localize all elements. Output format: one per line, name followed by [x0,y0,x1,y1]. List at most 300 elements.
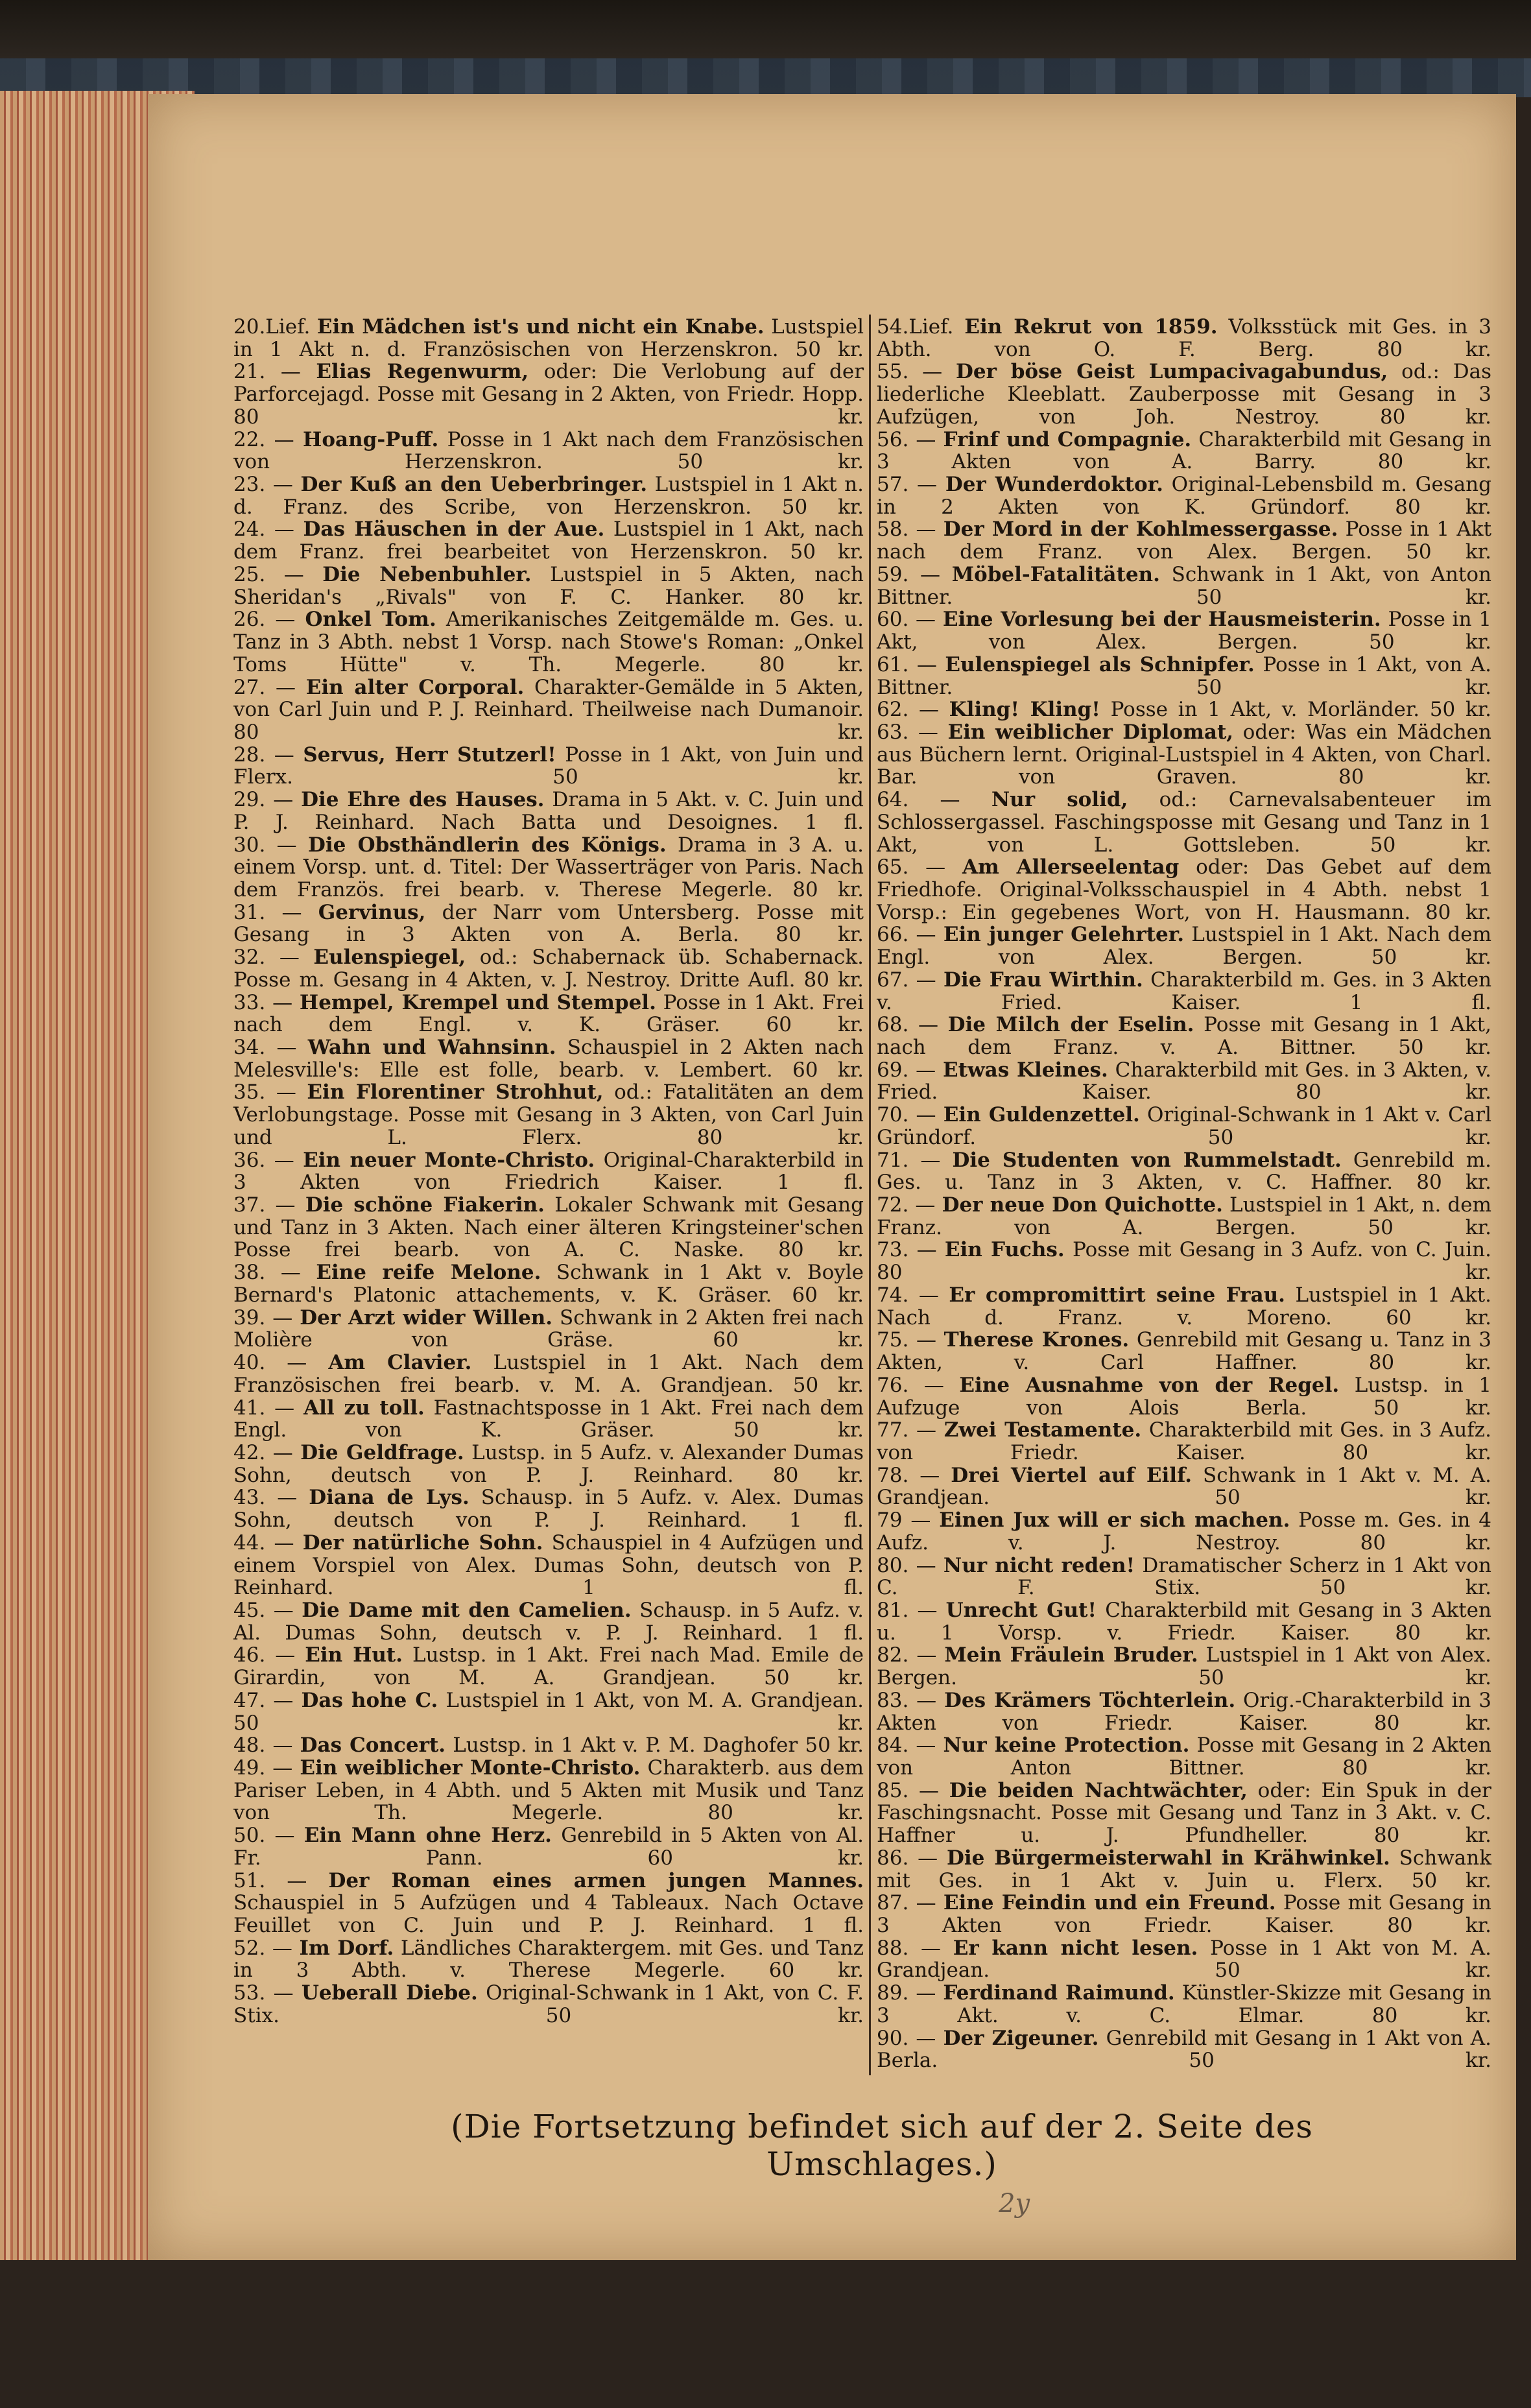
entry-price: 50 kr. [1368,1215,1491,1239]
entry-price: 80 kr. [696,1125,864,1149]
entry-price: 50 kr. [1196,675,1492,699]
entry-description: Dramatischer Scherz in 1 Akt von C. F. Stix. [877,1553,1492,1600]
entry-price: 1 fl. [805,810,864,834]
entry-description: Posse in 1 Akt nach dem Französischen von Herzenskron. [233,427,864,474]
entry-number: 70. — [877,1103,936,1127]
catalog-entry [233,473,864,518]
catalog-entry [233,316,864,361]
entry-description: oder: Das Gebet auf dem Friedhofe. Original-Volksschauspiel in 4 Abth. nebst 1 Vorsp.: Ein gegebenes Wort, von H. Hausmann. [877,855,1491,924]
catalog-entry [877,1059,1491,1104]
catalog-entry [877,654,1491,698]
entry-number: 31. — [233,900,302,924]
catalog-entry [877,856,1491,924]
entry-price: 80 kr. [707,1801,864,1825]
entry-price: 50 kr. [233,1711,864,1735]
entry-description: Lustspiel in 1 Akt von Alex. Bergen. [877,1643,1491,1690]
entry-title: Einen Jux will er sich machen. [939,1508,1290,1532]
entry-description: Schwank in 2 Akten frei nach Molière von Gräse. [233,1305,864,1352]
catalog-entry [877,1239,1491,1283]
entry-number: 62. — [877,698,939,722]
entry-title: Eine Vorlesung bei der Hausmeisterin. [942,608,1381,632]
catalog-entry [877,1284,1491,1329]
catalog-entry [233,608,864,676]
entry-price: 50 kr. [733,1418,864,1442]
catalog-entry [877,2027,1491,2072]
entry-price: 80 kr. [1387,1914,1492,1938]
entry-number: 27. — [233,675,296,699]
entry-title: Onkel Tom. [305,608,436,632]
catalog-entry [877,1149,1491,1194]
entry-price: 80 kr. [1371,2003,1491,2027]
entry-number: 69. — [877,1058,936,1082]
entry-number: 32. — [233,946,300,970]
entry-price: 80 kr. [1377,337,1492,361]
continuation-note: (Die Fortsetzung befindet sich auf der 2. Seite des Umschlages.) [451,2108,1313,2183]
entry-title: Unrecht Gut! [945,1598,1097,1622]
entry-number: 20.Lief. [233,315,311,339]
entry-price: 60 kr. [768,1959,864,1983]
entry-description: Künstler-Skizze mit Gesang in 3 Akt. v. C. Elmar. [877,1981,1492,2027]
catalog-entry [877,1847,1491,1892]
entry-number: 47. — [233,1688,294,1712]
entry-price: 80 kr. [772,1463,864,1487]
entry-description: Drama in 3 A. u. einem Vorsp. unt. d. Titel: Der Wasserträger von Paris. Nach dem Französ. frei bearb. v. Therese Megerle. [233,833,864,901]
catalog-entry [877,316,1491,361]
entry-number: 66. — [877,923,936,947]
entry-title: Der Zigeuner. [943,2026,1099,2050]
entry-number: 51. — [233,1868,307,1892]
entry-price: 60 kr. [766,1013,864,1037]
entry-number: 36. — [233,1148,294,1172]
catalog-entry [233,1307,864,1352]
entry-description: Fastnachtsposse in 1 Akt. Frei nach dem Engl. von K. Gräser. [233,1396,864,1442]
entry-price: 80 kr. [233,405,864,429]
entry-price: 80 kr. [778,1238,864,1262]
entry-number: 30. — [233,833,297,857]
catalog-entry [877,361,1491,428]
entry-number: 90. — [877,2026,936,2050]
entry-number: 83. — [877,1688,937,1712]
entry-number: 82. — [877,1643,937,1667]
entry-number: 28. — [233,743,294,767]
entry-title: Eulenspiegel als Schnipfer. [945,652,1255,676]
entry-title: Der Mord in der Kohlmessergasse. [943,518,1338,542]
catalog-entry [877,1104,1491,1149]
entry-number: 44. — [233,1531,294,1555]
catalog-entry [877,721,1491,789]
entry-price: 80 kr. [1368,1351,1491,1375]
entry-price: 80 kr. [1377,450,1491,474]
entry-title: Der böse Geist Lumpacivagabundus, [956,360,1388,384]
entry-price: 50 kr. [545,2003,864,2027]
entry-number: 49. — [233,1756,293,1780]
entry-description: Schwank in 1 Akt, von Anton Bittner. [877,562,1492,609]
entry-price: 80 kr. [792,877,864,901]
entry-title: Die Frau Wirthin. [944,968,1143,992]
entry-title: Der natürliche Sohn. [302,1531,543,1555]
entry-number: 21. — [233,360,301,384]
catalog-entry [233,789,864,833]
entry-title: Die Geldfrage. [300,1440,464,1464]
entry-title: Der neue Don Quichotte. [942,1193,1223,1217]
catalog-entry [233,1734,864,1757]
entry-price: 80 kr. [1342,1756,1492,1780]
entry-number: 37. — [233,1193,296,1217]
entry-title: All zu toll. [303,1396,425,1420]
entry-number: 48. — [233,1734,293,1758]
entry-number: 72. — [877,1193,936,1217]
catalog-entry [233,676,864,744]
catalog-entry [233,1644,864,1689]
entry-description: Lustspiel in 1 Akt. Nach dem Engl. von Alex. Bergen. [877,923,1491,970]
entry-number: 71. — [877,1148,941,1172]
entry-number: 54.Lief. [877,315,954,339]
entry-description: Posse in 1 Akt, von Juin und Flerx. [233,743,864,789]
entry-price: 80 kr. [759,652,864,676]
entry-title: Die Milch der Eselin. [947,1013,1194,1037]
catalog-entry [233,1982,864,2027]
entry-title: Ein Mädchen ist's und nicht ein Knabe. [316,315,765,339]
catalog-entry [233,1194,864,1261]
entry-price: 80 kr. [1360,1531,1491,1555]
entry-description: Amerikanisches Zeitgemälde m. Ges. u. Tanz in 3 Abth. nebst 1 Vorsp. nach Stowe's Roman: „Onkel Toms Hütte" v. Th. Megerle. [233,608,864,676]
entry-title: Die Obsthändlerin des Königs. [307,833,667,857]
catalog-entry [877,1689,1491,1734]
entry-price: 50 kr. [781,495,864,519]
entry-title: Mein Fräulein Bruder. [944,1643,1198,1667]
entry-number: 88. — [877,1936,942,1960]
entry-title: Er kann nicht lesen. [953,1936,1198,1960]
catalog-entry [233,361,864,428]
entry-number: 80. — [877,1553,936,1577]
catalog-entry [877,698,1491,721]
entry-title: Der Roman eines armen jungen Mannes. [328,1868,864,1892]
entry-description: Posse mit Gesang in 3 Aufz. von C. Juin. [1072,1238,1492,1262]
entry-description: Lustsp. in 1 Aufzuge von Alois Berla. [877,1373,1492,1420]
entry-number: 56. — [877,427,936,451]
catalog-entry [877,1419,1491,1464]
entry-number: 59. — [877,562,940,586]
entry-price: 1 fl. [803,1914,864,1938]
entry-description: Lustspiel in 1 Akt. Nach dem Französischen frei bearb. v. M. A. Grandjean. [233,1351,864,1397]
entry-description: Charakterbild mit Gesang in 3 Akten u. 1 Vorsp. v. Friedr. Kaiser. [877,1598,1491,1645]
entry-number: 65. — [877,855,946,879]
entry-description: Original-Lebensbild m. Gesang in 2 Akten von K. Gründorf. [877,473,1491,519]
catalog-entry [233,1149,864,1194]
entry-title: Kling! Kling! [949,698,1100,722]
entry-description: Volksstück mit Ges. in 3 Abth. von O. F. Berg. [877,315,1491,361]
catalog-entry [233,946,864,991]
entry-price: 50 kr. [677,450,864,474]
entry-description: Posse mit Gesang in 3 Akten von Friedr. Kaiser. [877,1891,1492,1938]
entry-title: Die beiden Nachtwächter, [949,1778,1248,1802]
entry-price: 80 kr. [877,1261,1491,1285]
entry-number: 43. — [233,1486,298,1510]
entry-title: Ein neuer Monte-Christo. [303,1148,595,1172]
catalog-entry [233,1599,864,1644]
entry-price: 50 kr. [1198,1666,1491,1690]
entry-title: Das Häuschen in der Aue. [303,518,605,542]
entry-number: 75. — [877,1328,936,1352]
entry-description: od.: Schabernack üb. Schabernack. Posse m. Gesang in 4 Akten, v. J. Nestroy. Dritte Aufl. [233,946,864,992]
entry-title: Eine Feindin und ein Freund. [943,1891,1276,1915]
catalog-entry [877,789,1491,856]
catalog-column-right [877,316,1491,2072]
entry-number: 53. — [233,1981,294,2005]
entry-number: 22. — [233,427,294,451]
catalog-entry [877,1464,1491,1509]
entry-description: Posse in 1 Akt, v. Morländer. [1110,698,1420,722]
entry-description: Posse mit Gesang in 2 Akten von Anton Bittner. [877,1734,1492,1780]
catalog-entry [233,901,864,946]
entry-title: Ein Guldenzettel. [943,1103,1140,1127]
entry-title: Ein Fuchs. [944,1238,1065,1262]
entry-title: Am Allerseelentag [962,855,1180,879]
entry-title: Zwei Testamente. [944,1418,1142,1442]
entry-number: 68. — [877,1013,938,1037]
entry-price: 50 kr. [1215,1959,1492,1983]
entry-price: 50 kr. [1207,1125,1491,1149]
entry-description: Lustspiel in 1 Akt, nach dem Franz. frei bearbeitet von Herzenskron. [233,518,864,564]
entry-price: 50 kr. [1369,630,1491,654]
entry-title: Die Bürgermeisterwahl in Krähwinkel. [947,1846,1390,1870]
entry-price: 1 fl. [789,1508,864,1532]
entry-number: 55. — [877,360,943,384]
entry-price: 50 kr. [792,1373,864,1397]
catalog-entry [877,924,1491,968]
entry-price: 50 kr. [552,765,864,789]
entry-price: 50 kr. [764,1666,864,1690]
entry-number: 24. — [233,518,294,542]
entry-title: Das Concert. [300,1734,446,1758]
catalog-entry [877,1014,1491,1058]
catalog-entry [233,564,864,608]
catalog-entry [877,1982,1491,2027]
entry-title: Das hohe C. [301,1688,438,1712]
entry-number: 85. — [877,1778,940,1802]
entry-number: 61. — [877,652,937,676]
entry-number: 84. — [877,1734,936,1758]
entry-number: 58. — [877,518,936,542]
entry-price: 60 kr. [792,1283,864,1307]
entry-price: 50 kr. [790,540,864,564]
catalog-entry [877,608,1491,653]
entry-number: 81. — [877,1598,938,1622]
entry-title: Drei Viertel auf Eilf. [951,1463,1193,1487]
entry-price: 80 kr. [778,585,864,609]
entry-price: 80 kr. [1342,1440,1491,1464]
catalog-entry [233,992,864,1036]
entry-title: Er compromittirt seine Frau. [949,1283,1285,1307]
entry-price: 1 fl. [582,1576,864,1600]
entry-number: 67. — [877,968,936,992]
entry-title: Elias Regenwurm, [316,360,529,384]
entry-title: Eulenspiegel, [313,946,466,970]
entry-number: 29. — [233,788,294,812]
entry-description: Original-Charakterbild in 3 Akten von Friedrich Kaiser. [233,1148,864,1195]
entry-price: 80 kr. [1379,405,1491,429]
entry-number: 76. — [877,1373,944,1397]
entry-title: Ein alter Corporal. [305,675,525,699]
entry-description: Posse in 1 Akt nach dem Franz. von Alex. Bergen. [877,518,1492,564]
entry-description: Lustspiel in 1 Akt n. d. Französischen von Herzenskron. [233,315,864,361]
entry-title: Ein weiblicher Monte-Christo. [300,1756,641,1780]
entry-number: 74. — [877,1283,939,1307]
entry-description: Lustspiel in 5 Akten, nach Sheridan's „Rivals" von F. C. Hanker. [233,562,864,609]
entry-description: Schausp. in 5 Aufz. v. Alex. Dumas Sohn, deutsch von P. J. Reinhard. [233,1486,864,1532]
entry-description: Charakterb. aus dem Pariser Leben, in 4 Abth. und 5 Akten mit Musik und Tanz von Th. Megerle. [233,1756,864,1825]
catalog-entry [877,564,1491,608]
entry-title: Ueberall Diebe. [301,1981,478,2005]
entry-description: Lustsp. in 1 Akt v. P. M. Daghofer [453,1734,798,1758]
entry-number: 33. — [233,990,293,1014]
entry-number: 35. — [233,1080,296,1104]
entry-description: Lustspiel in 1 Akt, n. dem Franz. von A. Bergen. [877,1193,1492,1239]
catalog-column-left [233,316,864,2027]
entry-price: 50 kr. [1406,540,1491,564]
entry-description: Ländliches Charaktergem. mit Ges. und Tanz in 3 Abth. v. Therese Megerle. [233,1936,864,1983]
entry-description: Genrebild mit Gesang in 1 Akt von A. Berla. [877,2026,1492,2073]
entry-title: Ein Mann ohne Herz. [303,1824,552,1848]
entry-number: 25. — [233,562,304,586]
catalog-entry [233,1689,864,1734]
entry-number: 89. — [877,1981,936,2005]
entry-title: Der Arzt wider Willen. [300,1305,553,1329]
catalog-entry [233,1442,864,1486]
entry-description: Schwank in 1 Akt v. M. A. Grandjean. [877,1463,1492,1510]
entry-price: 80 kr. [1373,1711,1491,1735]
catalog-entry [877,1644,1491,1689]
catalog-entry [877,429,1491,473]
entry-title: Der Wunderdoktor. [945,473,1163,497]
entry-description: Schausp. in 5 Aufz. v. Al. Dumas Sohn, deutsch v. P. J. Reinhard. [233,1598,864,1645]
entry-number: 26. — [233,608,296,632]
entry-number: 73. — [877,1238,937,1262]
entry-price: 60 kr. [647,1846,864,1870]
catalog-entry [877,1509,1491,1554]
catalog-entry [233,1824,864,1869]
entry-title: Ein junger Gelehrter. [943,923,1185,947]
entry-number: 38. — [233,1261,301,1285]
catalog-entry [877,1734,1491,1779]
entry-price: 80 kr. [1395,1621,1491,1645]
catalog-entry [233,1757,864,1824]
entry-description: Lustspiel in 1 Akt n. d. Franz. des Scribe, von Herzenskron. [233,473,864,519]
entry-description: Schauspiel in 2 Akten nach Melesville's: Elle est folle, bearb. v. Lembert. [233,1036,864,1082]
entry-title: Nur keine Protection. [943,1734,1190,1758]
entry-price: 1 fl. [777,1171,864,1195]
catalog-entry [877,1780,1491,1847]
entry-title: Die Ehre des Hauses. [301,788,545,812]
entry-price: 80 kr. [776,923,864,947]
entry-price: 60 kr. [792,1058,864,1082]
entry-price: 80 kr. [803,968,864,992]
entry-number: 86. — [877,1846,938,1870]
entry-number: 87. — [877,1891,936,1915]
catalog-entry [877,1374,1491,1419]
entry-price: 60 kr. [713,1328,864,1352]
entry-description: Lustsp. in 1 Akt. Frei nach Mad. Emile de Girardin, von M. A. Grandjean. [233,1643,864,1690]
entry-number: 42. — [233,1440,293,1464]
entry-price: 50 kr. [1371,946,1491,970]
entry-title: Ein Hut. [305,1643,403,1667]
entry-description: Lustspiel in 1 Akt. Nach d. Franz. v. Moreno. [877,1283,1492,1329]
entry-price: 50 kr. [1215,1486,1492,1510]
entry-title: Eine Ausnahme von der Regel. [959,1373,1340,1397]
catalog-entry [233,1261,864,1306]
entry-title: Die Studenten von Rummelstadt. [952,1148,1342,1172]
entry-title: Gervinus, [318,900,426,924]
catalog-entry [233,1036,864,1081]
entry-title: Diana de Lys. [309,1486,469,1510]
entry-number: 63. — [877,720,938,744]
entry-description: Posse in 1 Akt von M. A. Grandjean. [877,1936,1491,1983]
entry-price: 80 kr. [233,720,864,744]
entry-description: Lustsp. in 5 Aufz. v. Alexander Dumas Sohn, deutsch von P. J. Reinhard. [233,1440,864,1487]
entry-title: Im Dorf. [299,1936,394,1960]
entry-title: Hoang-Puff. [303,427,439,451]
entry-description: Genrebild m. Ges. u. Tanz in 3 Akten, v. C. Haffner. [877,1148,1491,1195]
catalog-entry [233,429,864,473]
catalog-entry [233,1486,864,1531]
entry-price: 50 kr. [1398,1036,1491,1059]
catalog-entry [877,518,1491,563]
catalog-entry [233,1352,864,1396]
entry-description: od.: Carnevalsabenteuer im Schlossergassel. Faschingsposse mit Gesang und Tanz in 1 Akt, von L. Gottsleben. [877,788,1492,857]
catalog-entry [233,1081,864,1149]
entry-title: Die Nebenbuhler. [322,562,532,586]
entry-price: 80 kr. [1425,900,1491,924]
entry-title: Frinf und Compagnie. [943,427,1192,451]
entry-description: Charakter-Gemälde in 5 Akten, von Carl Juin und P. J. Reinhard. Theilweise nach Dumanoir. [233,675,864,722]
entry-title: Ein Rekrut von 1859. [964,315,1218,339]
book-bottom-edge [0,2260,1531,2408]
catalog-entry [877,969,1491,1014]
entry-price: 50 kr. [1189,2049,1492,2073]
entry-title: Hempel, Krempel und Stempel. [299,990,656,1014]
catalog-entry [877,1194,1491,1239]
entry-description: Schwank mit Ges. in 1 Akt v. Juin u. Flerx. [877,1846,1491,1892]
entry-description: Orig.-Charakterbild in 3 Akten von Friedr. Kaiser. [877,1688,1491,1735]
entry-price: 50 kr. [805,1734,864,1758]
entry-price: 80 kr. [1338,765,1492,789]
entry-title: Die Dame mit den Camelien. [302,1598,632,1622]
entry-number: 34. — [233,1036,297,1059]
entry-price: 60 kr. [1386,1305,1491,1329]
entry-price: 50 kr. [795,337,864,361]
entry-number: 64. — [877,788,960,812]
entry-number: 60. — [877,608,936,632]
entry-price: 50 kr. [1411,1868,1492,1892]
entry-title: Am Clavier. [328,1351,472,1375]
catalog-entry [233,744,864,789]
entry-price: 50 kr. [1373,1396,1491,1420]
entry-price: 1 fl. [1349,990,1492,1014]
entry-description: Posse in 1 Akt, von Alex. Bergen. [877,608,1492,654]
entry-description: Charakterbild mit Gesang in 3 Akten von A. Barry. [877,427,1491,474]
entry-description: Posse in 1 Akt. Frei nach dem Engl. v. K. Gräser. [233,990,864,1037]
entry-price: 50 kr. [1370,833,1491,857]
entry-number: 52. — [233,1936,292,1960]
catalog-entry [877,1555,1491,1599]
book-cover-marbled [0,58,1531,97]
entry-number: 57. — [877,473,938,497]
catalog-entry [877,1599,1491,1644]
entry-description: Original-Schwank in 1 Akt, von C. F. Stix. [233,1981,864,2027]
entry-title: Der Kuß an den Ueberbringer. [300,473,648,497]
entry-number: 41. — [233,1396,295,1420]
catalog-entry [233,1870,864,1937]
